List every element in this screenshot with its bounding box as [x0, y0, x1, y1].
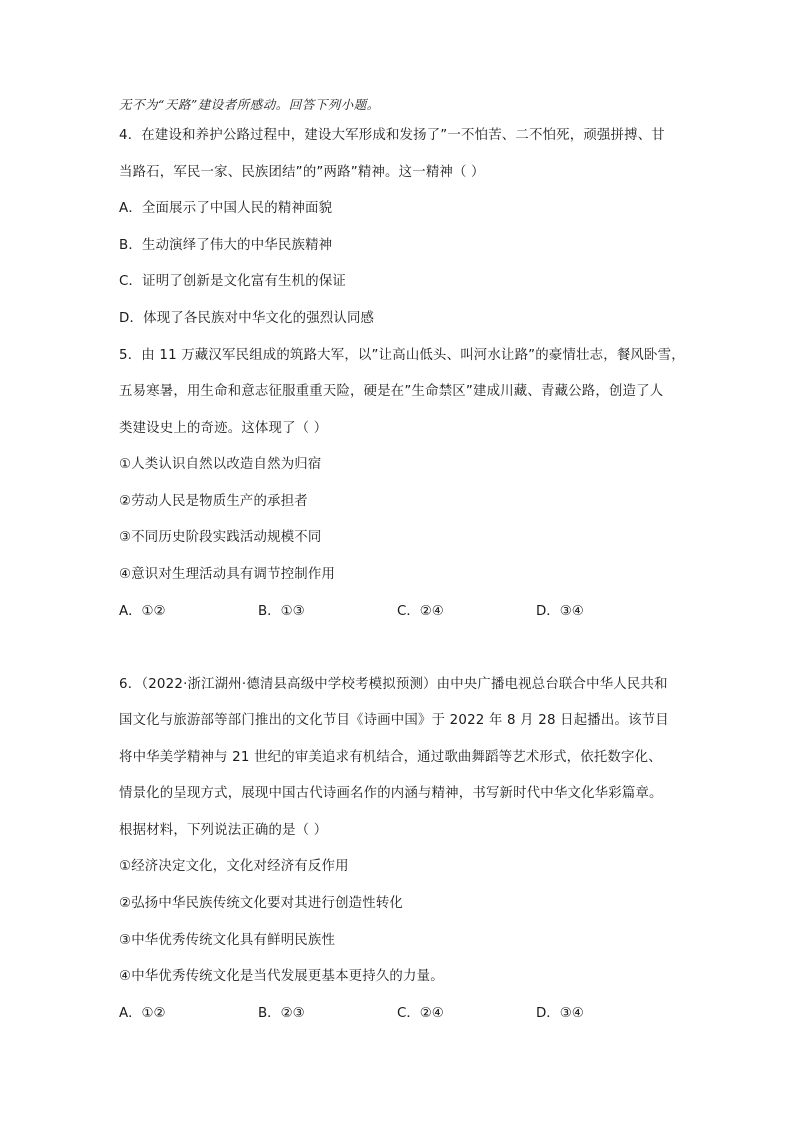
- q5-choices: [119, 602, 679, 622]
- q5-choice-b: B．①③: [258, 604, 305, 619]
- q5-statement-3: ③不同历史阶段实践活动规模不同: [119, 530, 322, 545]
- q6-stem-line-2: 国文化与旅游部等部门推出的文化节目《诗画中国》于 2022 年 8 月 28 日起播出。该节目: [119, 713, 669, 728]
- q5-stem-line-1: 5．由 11 万藏汉军民组成的筑路大军，以”让高山低头、叫河水让路”的豪情壮志，餐风卧雪，: [119, 348, 685, 363]
- q6-statement-4: ④中华优秀传统文化是当代发展更基本更持久的力量。: [119, 969, 444, 984]
- q5-choice-a: A．①②: [119, 604, 166, 619]
- q4-stem-line-2: 当路石，军民一家、民族团结”的”两路”精神。这一精神（ ）: [119, 165, 485, 180]
- q6-choice-c: C．②④: [397, 1006, 444, 1021]
- q5-statement-2: ②劳动人民是物质生产的承担者: [119, 494, 308, 509]
- q6-choices: [119, 1004, 679, 1024]
- q4-option-d: D．体现了各民族对中华文化的强烈认同感: [119, 311, 375, 326]
- q6-statement-1: ①经济决定文化，文化对经济有反作用: [119, 859, 349, 874]
- q6-stem-line-4: 情景化的呈现方式，展现中国古代诗画名作的内涵与精神，书写新时代中华文化华彩篇章。: [119, 786, 663, 801]
- q5-stem-line-3: 类建设史上的奇迹。这体现了（ ）: [119, 421, 328, 436]
- q6-stem-line-1: 6．（2022·浙江湖州·德清县高级中学校考模拟预测）由中央广播电视总台联合中华人民共和: [119, 677, 668, 692]
- q6-stem-line-3: 将中华美学精神与 21 世纪的审美追求有机结合，通过歌曲舞蹈等艺术形式，依托数字化、: [119, 750, 662, 765]
- q6-statement-2: ②弘扬中华民族传统文化要对其进行创造性转化: [119, 896, 404, 911]
- q4-stem-line-1: 4．在建设和养护公路过程中，建设大军形成和发扬了”一不怕苦、二不怕死，顽强拼搏、甘: [119, 128, 665, 143]
- q5-choice-c: C．②④: [397, 604, 444, 619]
- q6-choice-d: D．③④: [536, 1006, 584, 1021]
- q4-option-c: C．证明了创新是文化富有生机的保证: [119, 274, 346, 289]
- q5-statement-1: ①人类认识自然以改造自然为归宿: [119, 457, 322, 472]
- q5-statement-4: ④意识对生理活动具有调节控制作用: [119, 567, 336, 582]
- q6-choice-b: B．②③: [258, 1006, 305, 1021]
- q6-statement-3: ③中华优秀传统文化具有鲜明民族性: [119, 933, 336, 948]
- q5-choice-d: D．③④: [536, 604, 584, 619]
- q4-option-a: A．全面展示了中国人民的精神面貌: [119, 201, 333, 216]
- intro-line: 无不为“天路”建设者所感动。回答下列小题。: [119, 97, 380, 112]
- q4-option-b: B．生动演绎了伟大的中华民族精神: [119, 238, 333, 253]
- q5-stem-line-2: 五易寒暑，用生命和意志征服重重天险，硬是在”生命禁区”建成川藏、青藏公路，创造了人: [119, 384, 664, 399]
- q6-choice-a: A．①②: [119, 1006, 166, 1021]
- q6-stem-line-5: 根据材料，下列说法正确的是（ ）: [119, 823, 328, 838]
